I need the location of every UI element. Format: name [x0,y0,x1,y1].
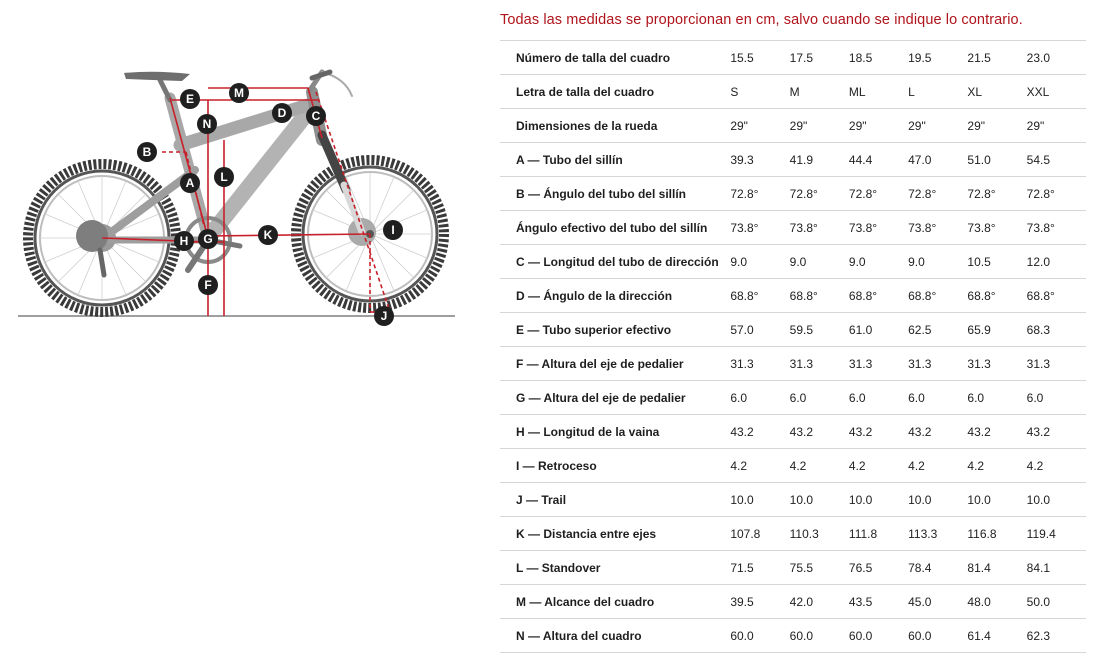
table-cell: 119.4 [1027,517,1086,551]
table-cell: ML [849,75,908,109]
badge-J [374,306,394,326]
table-cell: 31.3 [1027,347,1086,381]
table-cell: 6.0 [1027,381,1086,415]
table-cell: 31.3 [730,347,789,381]
table-cell: 47.0 [908,143,967,177]
svg-text:J: J [380,309,388,323]
table-cell: 68.8° [967,279,1026,313]
svg-text:L: L [220,170,228,184]
table-cell: 73.8° [967,211,1026,245]
table-row [500,143,1086,177]
row-label: F — Altura del eje de pedalier [500,347,730,381]
table-cell: 68.8° [1027,279,1086,313]
row-label: D — Ángulo de la dirección [500,279,730,313]
badge-M [229,83,249,103]
table-cell: 68.8° [790,279,849,313]
table-cell: 43.2 [908,415,967,449]
table-cell: 31.3 [908,347,967,381]
svg-text:B: B [142,145,152,159]
table-cell: 72.8° [967,177,1026,211]
bike-geometry-diagram [0,0,470,340]
badge-H [174,231,194,251]
table-cell: 113.3 [908,517,967,551]
table-cell: 4.2 [1027,449,1086,483]
table-cell: S [730,75,789,109]
table-row [500,75,1086,109]
table-cell: 10.0 [790,483,849,517]
table-cell: 68.3 [1027,313,1086,347]
row-label: A — Tubo del sillín [500,143,730,177]
table-cell: M [790,75,849,109]
table-row [500,177,1086,211]
table-cell: 76.5 [849,551,908,585]
row-label: K — Distancia entre ejes [500,517,730,551]
table-cell: 10.0 [908,483,967,517]
badge-E [180,89,200,109]
table-cell: 44.4 [849,143,908,177]
svg-text:E: E [185,92,195,106]
table-row [500,211,1086,245]
table-row [500,41,1086,75]
table-cell: 10.0 [1027,483,1086,517]
table-cell: 10.0 [967,483,1026,517]
table-cell: 75.5 [790,551,849,585]
svg-text:I: I [391,223,395,237]
table-cell: 23.0 [1027,41,1086,75]
table-cell: 43.2 [730,415,789,449]
table-cell: 4.2 [967,449,1026,483]
table-row [500,585,1086,619]
table-cell: 21.5 [967,41,1026,75]
table-cell: 10.5 [967,245,1026,279]
table-cell: 51.0 [967,143,1026,177]
table-cell: 10.0 [849,483,908,517]
table-row [500,415,1086,449]
table-cell: 4.2 [730,449,789,483]
table-row [500,313,1086,347]
row-label: Dimensiones de la rueda [500,109,730,143]
table-cell: 29" [1027,109,1086,143]
row-label: Ángulo efectivo del tubo del sillín [500,211,730,245]
table-cell: 39.3 [730,143,789,177]
table-cell: 61.4 [967,619,1026,653]
table-cell: 31.3 [967,347,1026,381]
table-cell: L [908,75,967,109]
table-cell: 73.8° [908,211,967,245]
svg-text:A: A [185,176,195,190]
units-notice: Todas las medidas se proporcionan en cm, salvo cuando se indique lo contrario. [500,12,1023,28]
table-row [500,449,1086,483]
table-cell: 73.8° [1027,211,1086,245]
table-cell: 72.8° [1027,177,1086,211]
table-row [500,551,1086,585]
table-cell: 62.5 [908,313,967,347]
badge-A [180,173,200,193]
table-cell: 73.8° [730,211,789,245]
table-cell: 72.8° [908,177,967,211]
row-label: Número de talla del cuadro [500,41,730,75]
table-cell: XL [967,75,1026,109]
row-label: I — Retroceso [500,449,730,483]
table-cell: 60.0 [908,619,967,653]
table-cell: 9.0 [790,245,849,279]
table-cell: 9.0 [908,245,967,279]
row-label: H — Longitud de la vaina [500,415,730,449]
table-cell: 19.5 [908,41,967,75]
svg-text:D: D [277,106,287,120]
table-row [500,517,1086,551]
table-cell: 29" [790,109,849,143]
table-cell: 48.0 [967,585,1026,619]
table-row [500,109,1086,143]
table-cell: 9.0 [849,245,908,279]
badge-B [137,142,157,162]
geometry-table-body [500,41,1086,653]
table-cell: 73.8° [849,211,908,245]
table-cell: 78.4 [908,551,967,585]
svg-text:N: N [202,117,212,131]
table-row [500,347,1086,381]
table-cell: 18.5 [849,41,908,75]
table-cell: 73.8° [790,211,849,245]
table-cell: 50.0 [1027,585,1086,619]
row-label: L — Standover [500,551,730,585]
table-row [500,279,1086,313]
table-cell: 81.4 [967,551,1026,585]
table-cell: 4.2 [908,449,967,483]
table-cell: 107.8 [730,517,789,551]
table-cell: XXL [1027,75,1086,109]
row-label: B — Ángulo del tubo del sillín [500,177,730,211]
row-label: Letra de talla del cuadro [500,75,730,109]
table-cell: 57.0 [730,313,789,347]
table-cell: 39.5 [730,585,789,619]
table-cell: 68.8° [849,279,908,313]
row-label: M — Alcance del cuadro [500,585,730,619]
svg-text:C: C [311,109,321,123]
table-cell: 43.5 [849,585,908,619]
table-cell: 41.9 [790,143,849,177]
table-cell: 54.5 [1027,143,1086,177]
table-cell: 43.2 [1027,415,1086,449]
table-cell: 60.0 [849,619,908,653]
row-label: C — Longitud del tubo de dirección [500,245,730,279]
table-cell: 6.0 [967,381,1026,415]
table-cell: 60.0 [730,619,789,653]
table-cell: 65.9 [967,313,1026,347]
table-cell: 4.2 [790,449,849,483]
svg-text:K: K [263,228,273,242]
table-cell: 110.3 [790,517,849,551]
table-cell: 111.8 [849,517,908,551]
table-cell: 84.1 [1027,551,1086,585]
table-cell: 116.8 [967,517,1026,551]
table-cell: 6.0 [730,381,789,415]
table-cell: 60.0 [790,619,849,653]
table-cell: 72.8° [849,177,908,211]
badge-K [258,225,278,245]
table-cell: 43.2 [790,415,849,449]
table-row [500,619,1086,653]
badge-D [272,103,292,123]
table-cell: 61.0 [849,313,908,347]
table-cell: 4.2 [849,449,908,483]
table-cell: 29" [908,109,967,143]
badge-L [214,167,234,187]
row-label: J — Trail [500,483,730,517]
table-cell: 71.5 [730,551,789,585]
table-cell: 72.8° [730,177,789,211]
table-cell: 6.0 [908,381,967,415]
table-row [500,381,1086,415]
row-label: E — Tubo superior efectivo [500,313,730,347]
table-cell: 10.0 [730,483,789,517]
table-cell: 12.0 [1027,245,1086,279]
svg-text:H: H [179,234,189,248]
table-cell: 42.0 [790,585,849,619]
badge-G [198,229,218,249]
table-cell: 43.2 [967,415,1026,449]
table-cell: 68.8° [908,279,967,313]
svg-text:G: G [203,232,213,246]
table-cell: 31.3 [790,347,849,381]
table-cell: 6.0 [849,381,908,415]
table-row [500,483,1086,517]
table-cell: 68.8° [730,279,789,313]
badge-N [197,114,217,134]
table-cell: 29" [849,109,908,143]
badge-F [198,275,218,295]
row-label: G — Altura del eje de pedalier [500,381,730,415]
table-cell: 72.8° [790,177,849,211]
table-cell: 6.0 [790,381,849,415]
table-cell: 15.5 [730,41,789,75]
table-cell: 45.0 [908,585,967,619]
badge-I [383,220,403,240]
table-cell: 43.2 [849,415,908,449]
table-cell: 29" [730,109,789,143]
geometry-table [500,40,1086,653]
table-cell: 17.5 [790,41,849,75]
row-label: N — Altura del cuadro [500,619,730,653]
svg-text:F: F [204,278,212,292]
table-row [500,245,1086,279]
svg-text:M: M [234,86,244,100]
table-cell: 29" [967,109,1026,143]
table-cell: 59.5 [790,313,849,347]
table-cell: 31.3 [849,347,908,381]
table-cell: 62.3 [1027,619,1086,653]
badge-C [306,106,326,126]
table-cell: 9.0 [730,245,789,279]
